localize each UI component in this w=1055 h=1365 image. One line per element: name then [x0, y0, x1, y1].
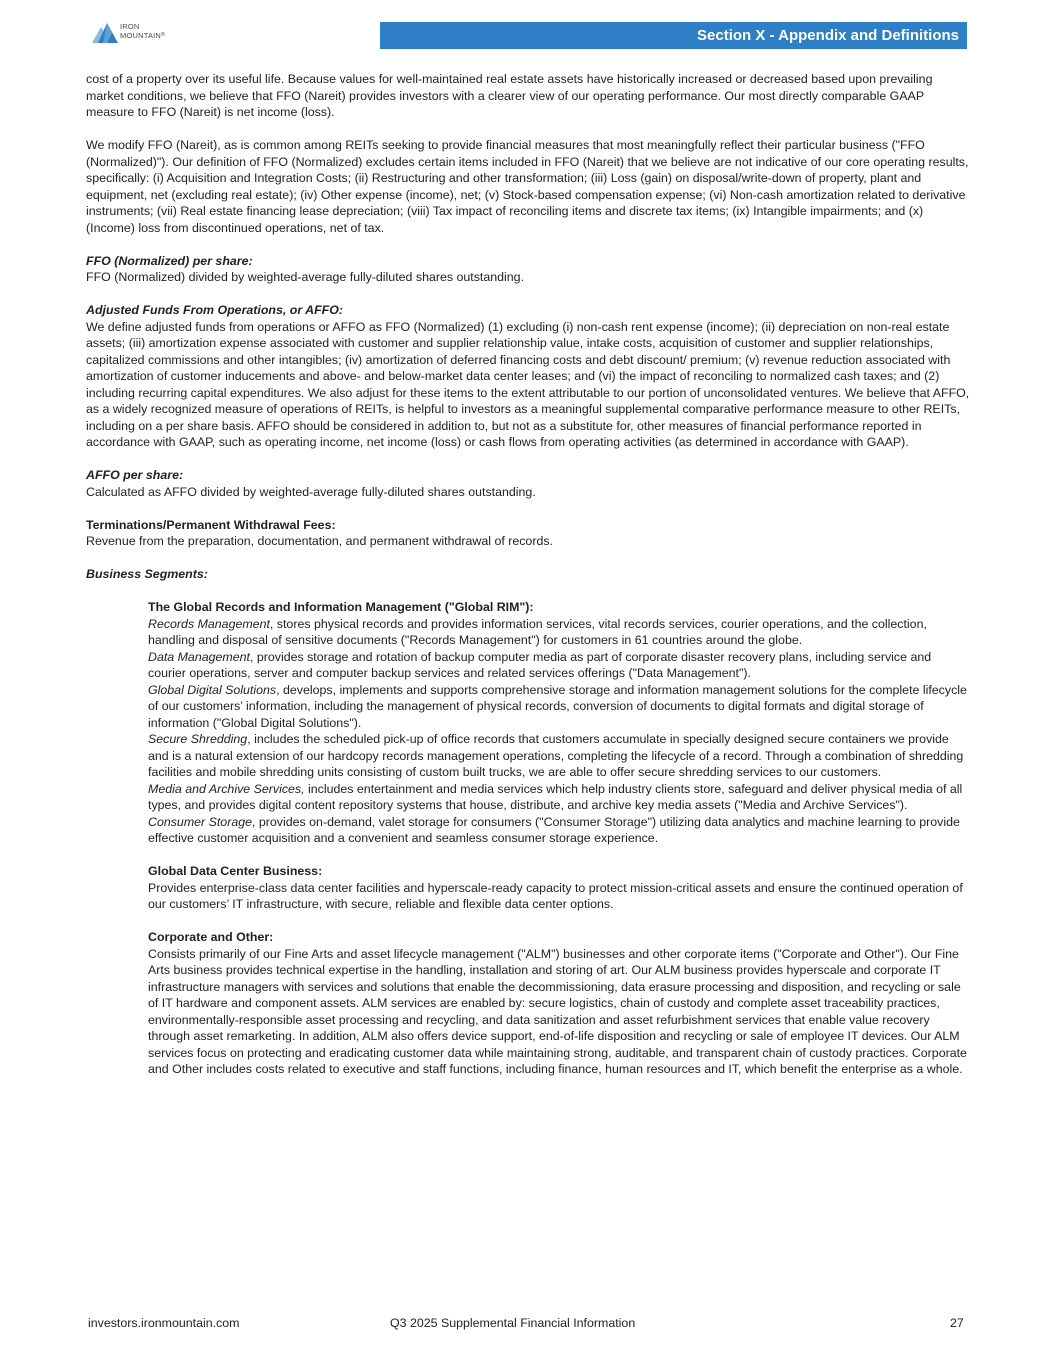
item-global-digital-solutions [148, 682, 971, 732]
text-records-management: , stores physical records and provides information services, vital records services, courier operations, and the collection, handling and disposal of sensitive documents ("Records Management") for customers in 61 countries around the globe. [148, 616, 927, 647]
label-secure-shredding: Secure Shredding [148, 732, 248, 746]
section-affo [86, 302, 971, 451]
segment-global-data-center [148, 863, 971, 913]
text-terminations: Revenue from the preparation, documentation, and permanent withdrawal of records. [86, 534, 553, 548]
section-ffo-per-share [86, 253, 971, 286]
text-ffo-per-share: FFO (Normalized) divided by weighted-average fully-diluted shares outstanding. [86, 270, 525, 284]
heading-global-data-center: Global Data Center Business: [148, 864, 323, 878]
item-media-archive-services [148, 781, 971, 814]
section-terminations [86, 517, 971, 550]
logo-line-2: MOUNTAIN [120, 31, 162, 40]
label-global-digital-solutions: Global Digital Solutions [148, 682, 277, 697]
text-global-data-center: Provides enterprise-class data center facilities and hyperscale-ready capacity to protect mission-critical assets and ensure the continued operation of our customers’ IT infrastructure, with secure, reliable and flexible data center options. [148, 880, 963, 911]
heading-corporate-other: Corporate and Other: [148, 930, 274, 944]
text-affo: We define adjusted funds from operations or AFFO as FFO (Normalized) (1) excluding (i) non-cash rent expense (income); (ii) depreciation on non-real estate assets; (iii) amortization expense associated with customer and supplier relationship value, intake costs, acquisition of customer and supplier relationships, capitalized commissions and other intangibles; (iv) amortization of deferred financing costs and debt discount/ premium; (v) revenue reduction associated with amortization of customer inducements and above- and below-market data center leases; and (vi) the impact of reconciling to normalized cash taxes; and (2) including recurring capital expenditures. We also adjust for these items to the extent attributable to our portion of unconsolidated ventures. We believe that AFFO, as a widely recognized measure of operations of REITs, is helpful to investors as a meaningful supplemental comparative performance measure to other REITs, including on a per share basis. AFFO should be considered in addition to, but not as a substitute for, other measures of financial performance reported in accordance with GAAP, such as operating income, net income (loss) or cash flows from operating activities (as determined in accordance with GAAP). [86, 319, 970, 449]
company-logo [92, 21, 192, 45]
text-affo-per-share: Calculated as AFFO divided by weighted-average fully-diluted shares outstanding. [86, 484, 536, 499]
section-affo-per-share [86, 467, 971, 500]
label-records-management: Records Management [148, 616, 270, 631]
paragraph-ffo-normalized: We modify FFO (Nareit), as is common among REITs seeking to provide financial measures that most meaningfully reflect their particular business ("FFO (Normalized)"). Our definition of FFO (Normalized) excludes certain items included in FFO (Nareit) that we believe are not indicative of our core operating results, specifically: (i) Acquisition and Integration Costs; (ii) Restructuring and other transformation; (iii) Loss (gain) on disposal/write-down of property, plant and equipment, net (excluding real estate); (iv) Other expense (income), net; (v) Stock-based compensation expense; (vi) Non-cash amortization related to derivative instruments; (vii) Real estate financing lease depreciation; (viii) Tax impact of reconciling items and discrete tax items; (ix) Intangible impairments; and (x) (Income) loss from discontinued operations, net of tax. [86, 138, 969, 235]
label-consumer-storage: Consumer Storage [148, 814, 252, 829]
heading-terminations: Terminations/Permanent Withdrawal Fees: [86, 517, 336, 532]
text-secure-shredding: , includes the scheduled pick-up of office records that customers accumulate in specially designed secure containers we provide and is a natural extension of our hardcopy records management operations, completing the lifecycle of a record. Through a combination of shredding facilities and mobile shredding units consisting of custom built trucks, we are able to offer secure shredding services to our customers. [148, 732, 964, 779]
segment-global-rim [148, 599, 971, 847]
heading-affo: Adjusted Funds From Operations, or AFFO: [86, 303, 343, 317]
segments-list [148, 599, 971, 1078]
footer-document-title: Q3 2025 Supplemental Financial Information [390, 1316, 636, 1330]
heading-business-segments: Business Segments: [86, 567, 208, 581]
segment-corporate-other [148, 929, 971, 1078]
item-consumer-storage [148, 814, 971, 847]
page-content [86, 71, 971, 1094]
logo-line-1: IRON [120, 22, 140, 31]
logo-trademark: ® [161, 32, 165, 38]
item-data-management [148, 649, 971, 682]
heading-ffo-per-share: FFO (Normalized) per share: [86, 253, 253, 268]
text-media-archive-services: includes entertainment and media services which help industry clients store, safeguard and deliver physical media of all types, and provides digital content repository systems that house, distribute, and archive key media assets ("Media and Archive Services"). [148, 781, 963, 812]
text-global-digital-solutions: , develops, implements and supports comprehensive storage and information management solutions for the complete lifecycle of our customers’ information, including the management of physical records, conversion of documents to digital formats and digital storage of information ("Global Digital Solutions"). [148, 682, 967, 730]
mountain-icon [92, 23, 118, 43]
section-header: Section X - Appendix and Definitions [380, 22, 967, 49]
item-records-management [148, 616, 971, 649]
text-corporate-other: Consists primarily of our Fine Arts and asset lifecycle management ("ALM") businesses and other corporate items ("Corporate and Other"). Our Fine Arts business provides technical expertise in the handling, installation and storing of art. Our ALM business provides hyperscale and corporate IT infrastructure managers with services and solutions that enable the decommissioning, data erasure processing and disposition, and recycling or sale of IT hardware and component assets. ALM services are enabled by: secure logistics, chain of custody and complete asset traceability practices, environmentally-responsible asset processing and recycling, and data sanitization and asset refurbishment services that enable value recovery through asset remarketing. In addition, ALM also offers device support, end-of-life disposition and recycling or sale of employee IT devices. Our ALM services focus on protecting and eradicating customer data while maintaining strong, auditable, and transparent chain of custody practices. Corporate and Other includes costs related to executive and staff functions, including finance, human resources and IT, which benefit the enterprise as a whole. [148, 946, 967, 1076]
label-data-management: Data Management [148, 649, 250, 664]
heading-affo-per-share: AFFO per share: [86, 468, 184, 482]
item-secure-shredding [148, 731, 971, 781]
footer-website: investors.ironmountain.com [88, 1316, 240, 1330]
text-consumer-storage: , provides on-demand, valet storage for consumers ("Consumer Storage") utilizing data analytics and machine learning to provide effective customer acquisition and a convenient and seamless consumer storage experience. [148, 814, 960, 845]
heading-global-rim: The Global Records and Information Management ("Global RIM"): [148, 600, 534, 614]
label-media-archive-services: Media and Archive Services, [148, 781, 305, 796]
text-data-management: , provides storage and rotation of backup computer media as part of corporate disaster recovery plans, including service and courier operations, server and computer backup services and related services offerings ("Data Management"). [148, 649, 932, 680]
footer-page-number: 27 [950, 1316, 964, 1330]
logo-text [120, 22, 165, 40]
paragraph-ffo-nareit: cost of a property over its useful life. Because values for well-maintained real estate assets have historically increased or decreased based upon prevailing market conditions, we believe that FFO (Nareit) provides investors with a clearer view of our operating performance. Our most directly comparable GAAP measure to FFO (Nareit) is net income (loss). [86, 72, 933, 119]
